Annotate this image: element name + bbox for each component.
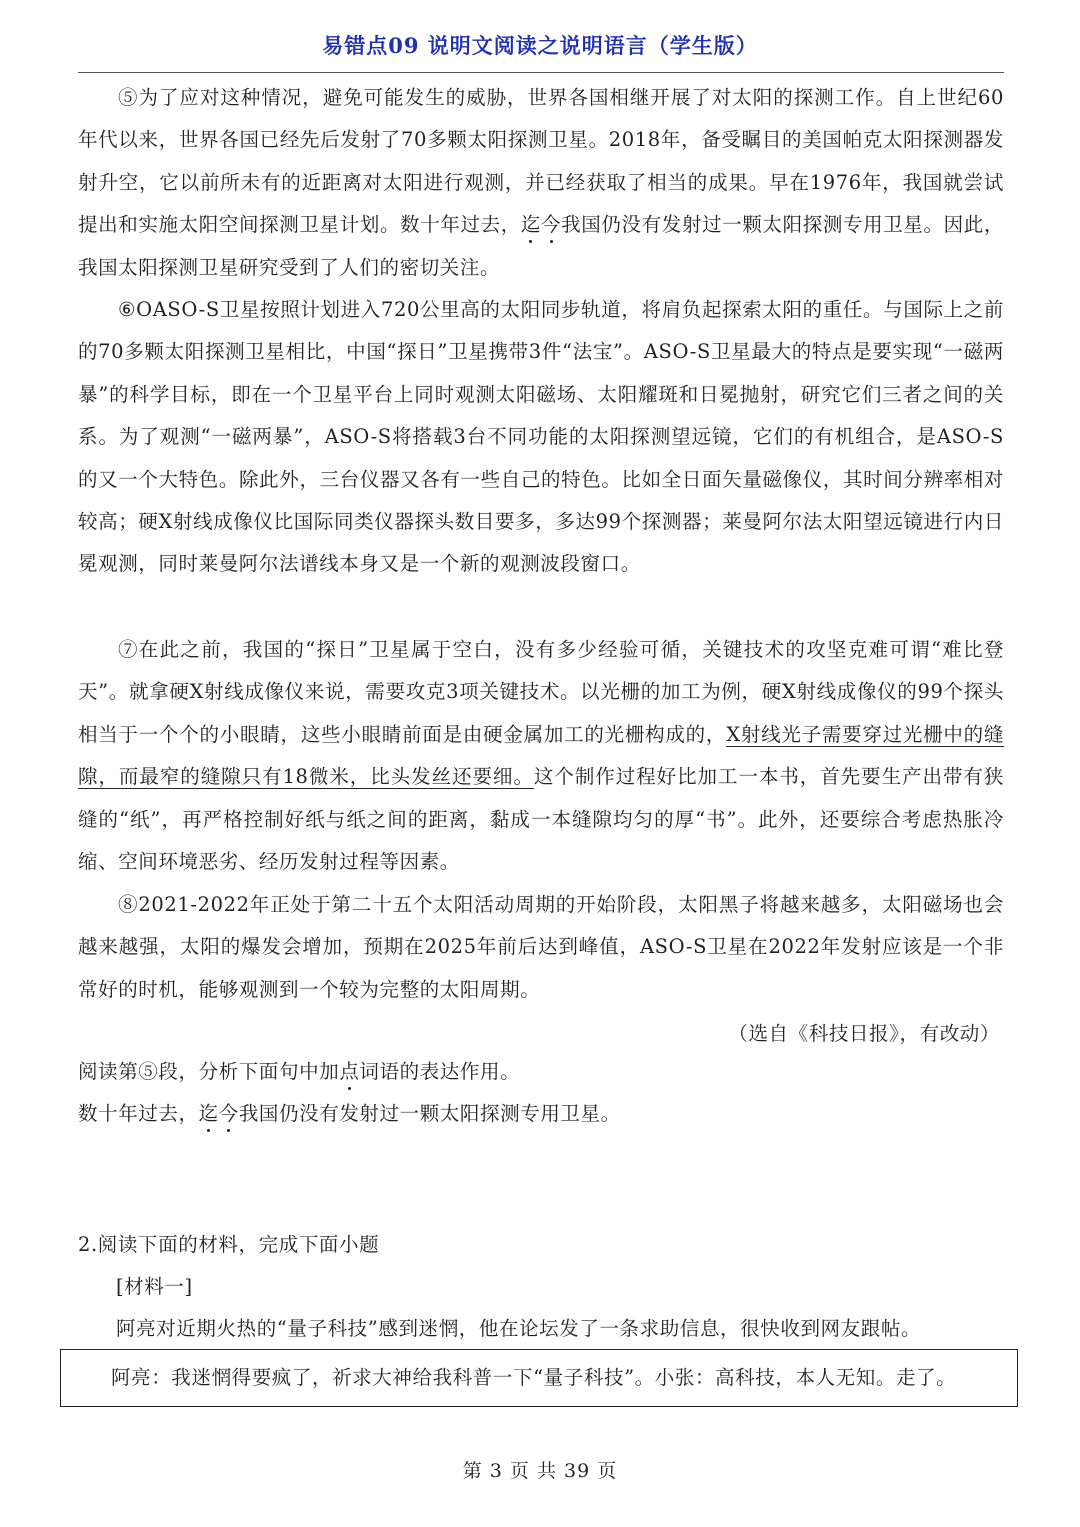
question-prompt-a: 阅读第⑤段，分析下面句中加 bbox=[78, 1060, 340, 1083]
underlined-sentence: X射线光子需要穿过光栅中的缝隙，而最窄的缝隙只有18微米，比头发丝还要细。 bbox=[78, 722, 1004, 789]
question-sentence-dotted bbox=[199, 1102, 239, 1125]
material-intro: 阿亮对近期火热的“量子科技”感到迷惘，他在论坛发了一条求助信息，很快收到网友跟帖。 bbox=[116, 1317, 922, 1340]
question-prompt bbox=[78, 1052, 520, 1092]
question-sentence-a: 数十年过去， bbox=[78, 1102, 199, 1125]
material-label: [材料一] bbox=[116, 1275, 193, 1298]
paragraph-6: ⑥OASO-S卫星按照计划进入720公里高的太阳同步轨道，将肩负起探索太阳的重任。与国际上之前的70多颗太阳探测卫星相比，中国“探日”卫星携带3件“法宝”。ASO-S卫星最大的特点是要实现“一磁两暴”的科学目标，即在一个卫星平台上同时观测太阳磁场、太阳耀斑和日冕抛射，研究它们三者之间的关系。为了观测“一磁两暴”，ASO-S将搭载3台不同功能的太阳探测望远镜，它们的有机组合，是ASO-S的又一个大特色。除此外，三台仪器又各有一些自己的特色。比如全日面矢量磁像仪，其时间分辨率相对较高；硬X射线成像仪比国际同类仪器探头数目要多，多达99个探测器；莱曼阿尔法太阳望远镜进行内日冕观测，同时莱曼阿尔法谱线本身又是一个新的观测波段窗口。 bbox=[78, 298, 1004, 576]
forum-post-box bbox=[60, 1349, 1018, 1407]
paragraph-8: ⑧2021-2022年正处于第二十五个太阳活动周期的开始阶段，太阳黑子将越来越多，太阳磁场也会越来越强，太阳的爆发会增加，预期在2025年前后达到峰值，ASO-S卫星在2022年发射应该是一个非常好的时机，能够观测到一个较为完整的太阳周期。 bbox=[78, 893, 1004, 1001]
paragraph-7-text-a: ⑦在此之前，我国的“探日”卫星属于空白，没有多少经验可循，关键技术的攻坚克难可谓“难比登天”。就拿硬X射线成像仪来说，需要攻克3项关键技术。以光栅的加工为例，硬X射线成像仪的99个探头相当于一个个的小眼睛，这些小眼睛前面是由硬金属加工的光栅构成的， bbox=[78, 638, 1004, 746]
document-header-title: 易错点09 说明文阅读之说明语言（学生版） bbox=[322, 33, 758, 58]
paragraph-7-text-b: 这个制作过程好比加工一本书，首先要生产出带有狭缝的“纸”，再严格控制好纸与纸之间的距离，黏成一本缝隙均匀的厚“书”。此外，还要综合考虑热胀冷缩、空间环境恶劣、经历发射过程等因素。 bbox=[78, 765, 1004, 874]
emphasis-dot-char: 迄 bbox=[198, 1102, 219, 1125]
article-source: （选自《科技日报》，有改动） bbox=[728, 1022, 1000, 1045]
paragraph-5 bbox=[78, 77, 1004, 289]
question-sentence-b: 我国仍没有发射过一颗太阳探测专用卫星。 bbox=[238, 1102, 621, 1125]
section-2-title: 2.阅读下面的材料，完成下面小题 bbox=[78, 1233, 380, 1256]
emphasis-dot-char: 今 bbox=[218, 1102, 239, 1125]
question-prompt-dotted bbox=[339, 1060, 359, 1083]
forum-post-text: 阿亮：我迷惘得要疯了，祈求大神给我科普一下“量子科技”。小张：高科技，本人无知。走了。 bbox=[111, 1366, 957, 1389]
header-divider bbox=[78, 72, 1004, 73]
paragraph-5-text-a: ⑤为了应对这种情况，避免可能发生的威胁，世界各国相继开展了对太阳的探测工作。自上世纪60年代以来，世界各国已经先后发射了70多颗太阳探测卫星。2018年，备受瞩目的美国帕克太阳探测器发射升空，它以前所未有的近距离对太阳进行观测，并已经获取了相当的成果。早在1976年，我国就尝试提出和实施太阳空间探测卫星计划。数十年过去， bbox=[78, 86, 1004, 237]
question-prompt-b: 词语的表达作用。 bbox=[359, 1060, 521, 1083]
emphasis-dot-char: 迄 bbox=[520, 213, 542, 237]
dotted-emphasis-word bbox=[521, 213, 561, 236]
emphasis-dot-char: 今 bbox=[541, 213, 562, 237]
paragraph-5-text-b: 我国仍没有发射过一颗太阳探测专用卫星。因此，我国太阳探测卫星研究受到了人们的密切关注。 bbox=[78, 213, 1004, 279]
emphasis-dot-char: 点 bbox=[339, 1060, 360, 1083]
paragraph-7 bbox=[78, 629, 1004, 883]
page-number: 第 3 页 共 39 页 bbox=[462, 1460, 618, 1482]
question-sentence bbox=[78, 1094, 621, 1134]
